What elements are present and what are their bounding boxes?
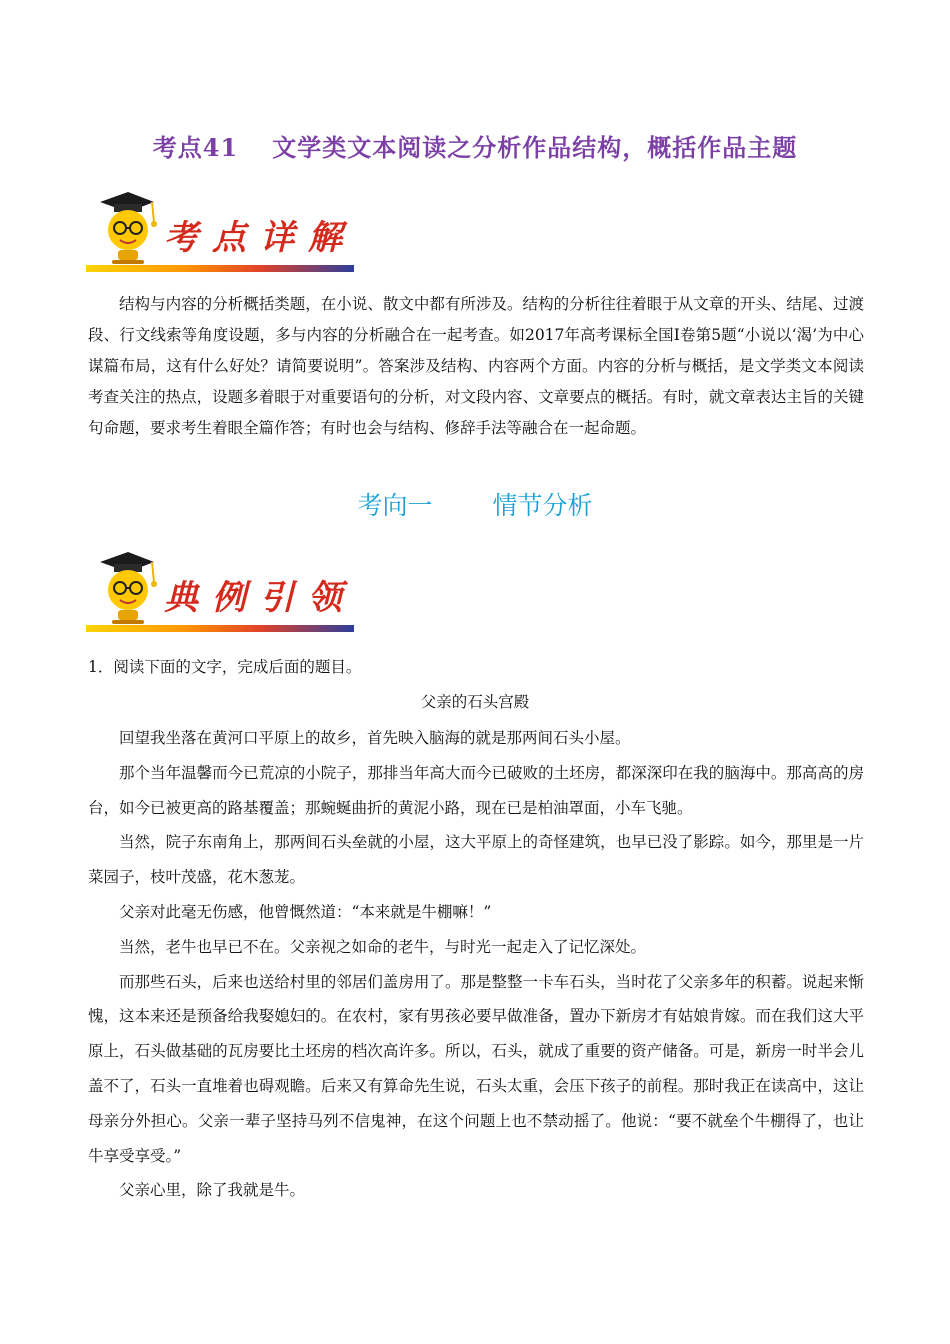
article-paragraph: 而那些石头，后来也送给村里的邻居们盖房用了。那是整整一卡车石头，当时花了父亲多年的积蓄。说起来惭愧，这本来还是预备给我娶媳妇的。在农村，家有男孩必要早做准备，置办下新房才有姑娘肯嫁。而在我们这大平原上，石头做基础的瓦房要比土坯房的档次高许多。所以，石头，就成了重要的资产储备。可是，新房一时半会儿盖不了，石头一直堆着也碍观瞻。后来又有算命先生说，石头太重，会压下孩子的前程。那时我正在读高中，这让母亲分外担心。父亲一辈子坚持马列不信鬼神，在这个问题上也不禁动摇了。他说：“要不就垒个牛棚得了，也让牛享受享受。”: [88, 972, 864, 1165]
banner-underline: [86, 265, 354, 272]
article-title: 父亲的石头宫殿: [420, 693, 530, 711]
topic-title: 文学类文本阅读之分析作品结构，概括作品主题: [272, 133, 798, 162]
banner-underline: [86, 625, 354, 632]
scholar-mascot-icon: [92, 548, 158, 624]
article-paragraph: 父亲对此毫无伤感，他曾慨然道：“本来就是牛棚嘛！”: [119, 902, 492, 921]
intro-paragraph: 结构与内容的分析概括类题，在小说、散文中都有所涉及。结构的分析往往着眼于从文章的开头、结尾、过渡段、行文线索等角度设题，多与内容的分析融合在一起考查。如2017年高考课标全国Ⅰ卷第5题“小说以‘渴’为中心谋篇布局，这有什么好处？请简要说明”。答案涉及结构、内容两个方面。内容的分析与概括，是文学类文本阅读考查关注的热点，设题多着眼于对重要语句的分析，对文段内容、文章要点的概括。有时，就文章表达主旨的关键句命题，要求考生着眼全篇作答；有时也会与结构、修辞手法等融合在一起命题。: [88, 295, 864, 437]
question-prompt: 1．阅读下面的文字，完成后面的题目。: [88, 658, 362, 676]
topic-code: 考点41: [152, 133, 239, 162]
article-paragraph: 父亲心里，除了我就是牛。: [119, 1181, 306, 1200]
article-paragraph: 那个当年温馨而今已荒凉的小院子，那排当年高大而今已破败的土坯房，都深深印在我的脑海中。那高高的房台，如今已被更高的路基覆盖；那蜿蜒曲折的黄泥小路，现在已是柏油罩面，小车飞驰。: [88, 763, 864, 817]
article-paragraph: 当然，老牛也早已不在。父亲视之如命的老牛，与时光一起走入了记忆深处。: [119, 937, 647, 956]
article-paragraph: 回望我坐落在黄河口平原上的故乡，首先映入脑海的就是那两间石头小屋。: [119, 729, 631, 747]
banner-label: 考点详解: [164, 218, 356, 258]
banner-dianli-yinling: [86, 548, 356, 632]
article-body: [88, 721, 864, 1208]
section-heading: [0, 486, 950, 522]
banner-kaodian-xiangjie: [86, 188, 356, 272]
banner-label: 典例引领: [164, 578, 356, 618]
scholar-mascot-icon: [92, 188, 158, 264]
section-part1: 考向一: [357, 491, 433, 520]
article-paragraph: 当然，院子东南角上，那两间石头垒就的小屋，这大平原上的奇怪建筑，也早已没了影踪。如今，那里是一片菜园子，枝叶茂盛，花木葱茏。: [88, 833, 864, 887]
page-title: [0, 128, 950, 163]
section-part2: 情节分析: [492, 491, 593, 520]
